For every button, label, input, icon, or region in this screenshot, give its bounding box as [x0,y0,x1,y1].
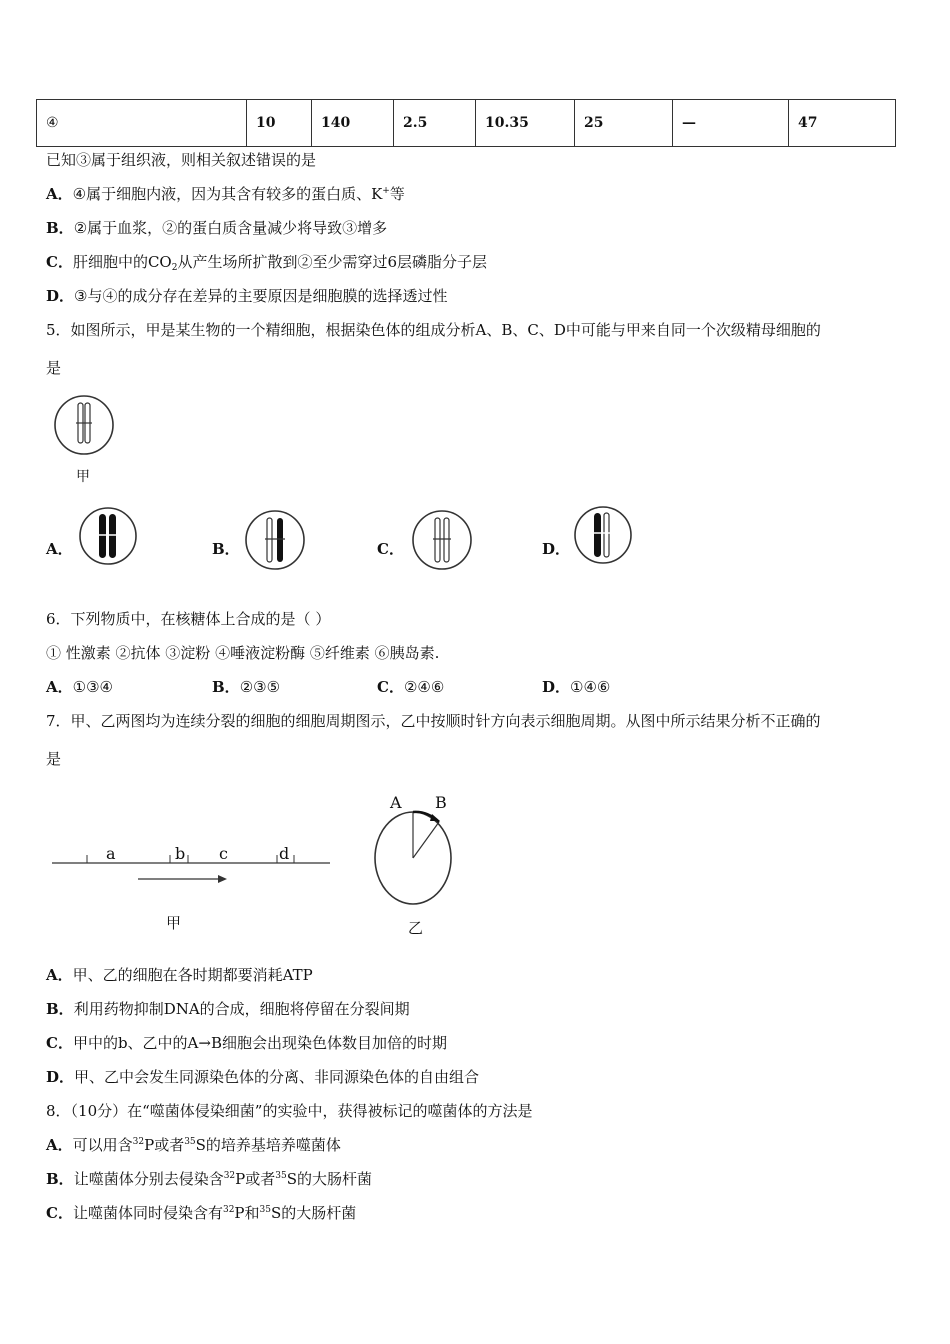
q6-items: ① 性激素 ②抗体 ③淀粉 ④唾液淀粉酶 ⑤纤维素 ⑥胰岛素. [46,644,440,662]
q5-stem: 5．如图所示，甲是某生物的一个精细胞，根据染色体的组成分析A、B、C、D中可能与甲来自同一个次级精母细胞的 [46,321,821,339]
table-cell: — [673,100,789,147]
q6-stem: 6．下列物质中，在核糖体上合成的是（ ） [46,610,331,628]
figure-label-yi: 乙 [408,919,424,937]
segment-label-b: b [175,844,186,863]
point-label-b: B [435,793,447,812]
option-d-cell-icon [573,506,635,566]
q7-option-a: A．甲、乙的细胞在各时期都要消耗ATP [46,966,313,984]
q4-option-c: C．肝细胞中的$CO_2$从产生场所扩散到②至少需穿过6层磷脂分子层 [46,253,488,273]
table-cell: 47 [789,100,896,147]
q6-option-d: D．①④⑥ [542,678,611,696]
option-c-cell-icon [411,509,473,571]
table-cell: 25 [575,100,673,147]
table-cell: 140 [312,100,394,147]
q7-stem: 7．甲、乙两图均为连续分裂的细胞的细胞周期图示，乙中按顺时针方向表示细胞周期。从图中所示结果分析不正确的 [46,712,821,730]
figure-label-jia-2: 甲 [166,914,182,932]
q4-option-a: A．④属于细胞内液，因为其含有较多的蛋白质、K+等 [46,185,405,203]
q5-option-d-label: D． [542,540,571,558]
data-table [36,99,896,147]
q7-option-c: C．甲中的b、乙中的A→B细胞会出现染色体数目加倍的时期 [46,1034,447,1052]
q8-stem: 8．（10分）在“噬菌体侵染细菌”的实验中，获得被标记的噬菌体的方法是 [46,1102,533,1120]
table-cell: 10.35 [476,100,575,147]
q5-option-b-label: B． [212,540,240,558]
cell-cycle-line-figure [50,838,335,888]
option-b-cell-icon [244,509,306,571]
q5-stem-cont: 是 [46,359,62,377]
q8-option-a: A．可以用含$^{32}$P或者$^{35}$S的培养基培养噬菌体 [46,1136,341,1154]
table-cell: 10 [247,100,312,147]
segment-label-c: c [219,844,228,863]
q6-option-c: C．②④⑥ [377,678,445,696]
segment-label-d: d [279,844,290,863]
q4-option-b: B．②属于血浆，②的蛋白质含量减少将导致③增多 [46,219,388,237]
q8-option-c: C．让噬菌体同时侵染含有$^{32}$P和$^{35}$S的大肠杆菌 [46,1204,357,1222]
q7-option-b: B．利用药物抑制DNA的合成，细胞将停留在分裂间期 [46,1000,410,1018]
q7-stem-cont: 是 [46,750,62,768]
table-cell: 2.5 [394,100,476,147]
segment-label-a: a [106,844,116,863]
q6-option-a: A．①③④ [46,678,113,696]
q4-option-d: D．③与④的成分存在差异的主要原因是细胞膜的选择透过性 [46,287,448,305]
cell-cycle-circle-figure [368,805,463,915]
q5-option-c-label: C． [377,540,404,558]
sperm-cell-figure [50,393,120,459]
figure-label-jia: 甲 [76,469,90,485]
q5-option-a-label: A． [46,540,73,558]
q6-option-b: B．②③⑤ [212,678,281,696]
table-row [37,100,896,147]
q7-option-d: D．甲、乙中会发生同源染色体的分离、非同源染色体的自由组合 [46,1068,480,1086]
q4-stem: 已知③属于组织液，则相关叙述错误的是 [46,151,317,169]
q8-option-b: B．让噬菌体分别去侵染含$^{32}$P或者$^{35}$S的大肠杆菌 [46,1170,372,1188]
point-label-a: A [390,793,402,812]
table-cell: ④ [37,100,247,147]
option-a-cell-icon [78,507,140,567]
